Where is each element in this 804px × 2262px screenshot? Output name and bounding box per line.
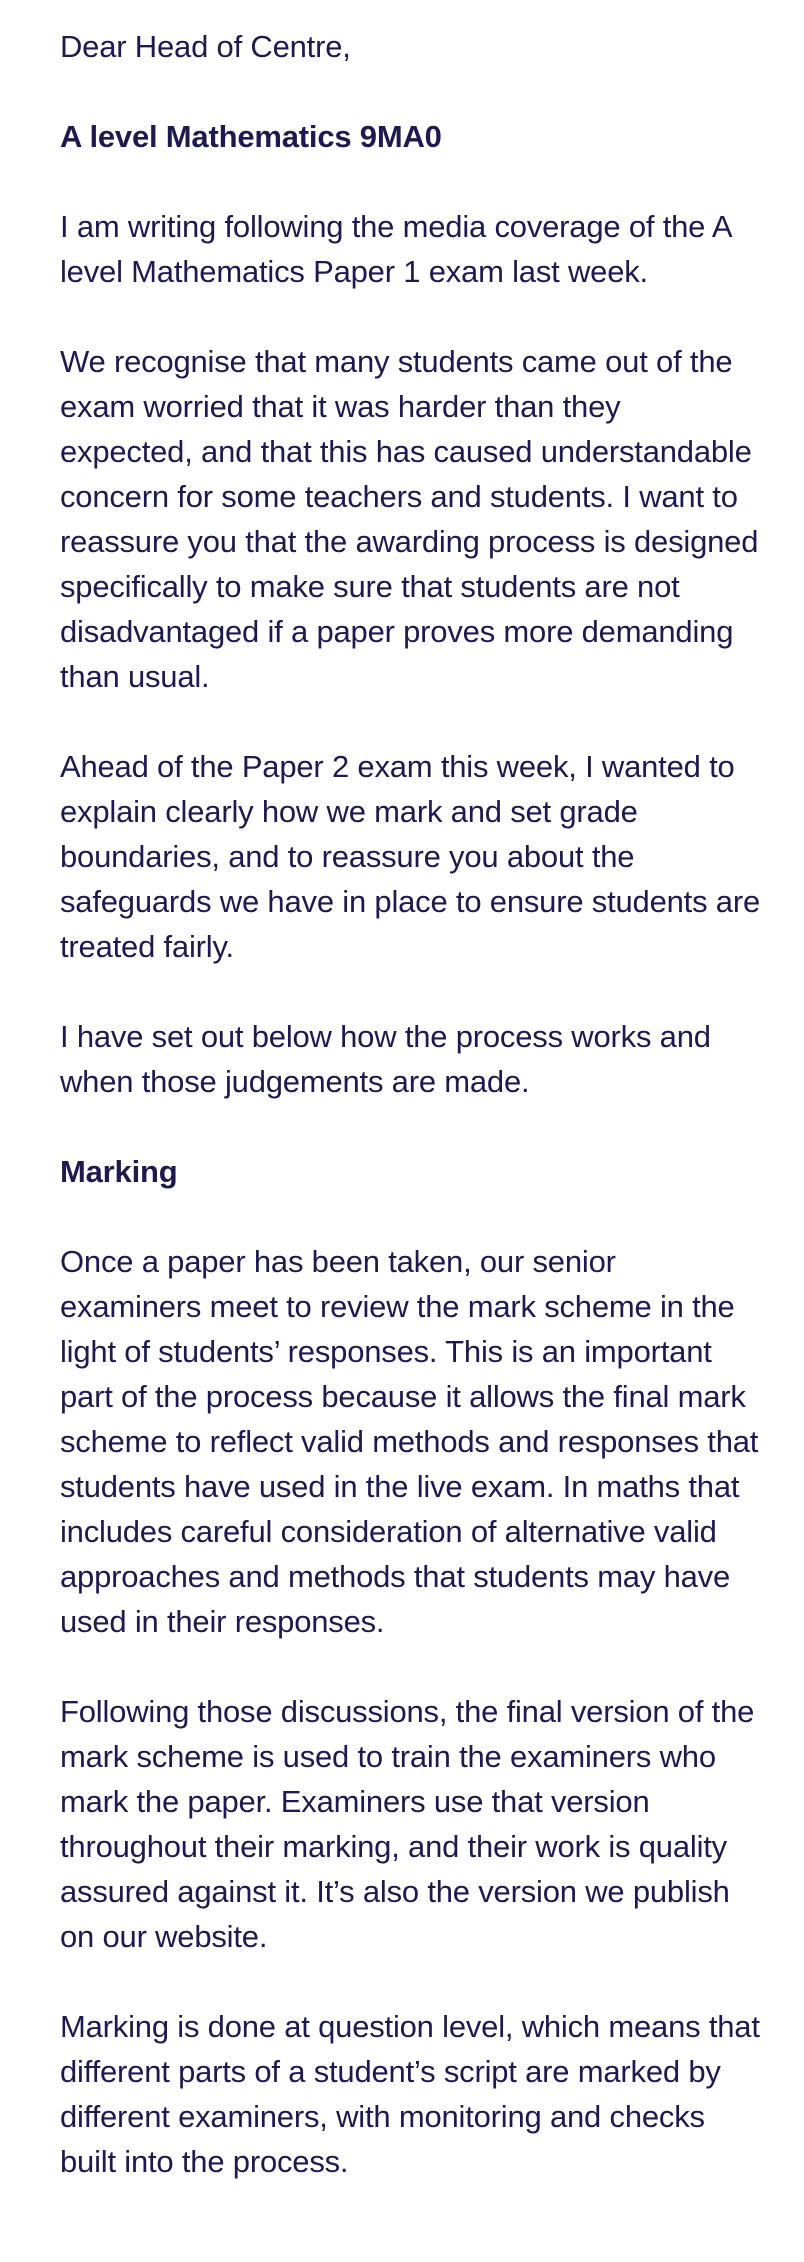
paragraph-paper2: Ahead of the Paper 2 exam this week, I wanted to explain clearly how we mark and set grade boundaries, and to reassure you about the safeguards we have in place to ensure students are treated fairly. (60, 749, 761, 964)
paragraph-question-level: Marking is done at question level, which means that different parts of a student’s script are marked by different examiners, with monitoring and checks built into the process. (60, 2009, 760, 2179)
paragraph-mark-scheme-review: Once a paper has been taken, our senior examiners meet to review the mark scheme in the light of students’ responses. This is an important part of the process because it allows the final mark scheme to reflect valid methods and responses that students have used in the live exam. In maths that includes careful consideration of alternative valid approaches and methods that students may have used in their responses. (60, 1244, 759, 1639)
paragraph-intro: I am writing following the media coverage of the A level Mathematics Paper 1 exam last week. (60, 209, 731, 289)
subject-heading: A level Mathematics 9MA0 (60, 119, 442, 154)
paragraph-concern: We recognise that many students came out of the exam worried that it was harder than they expected, and that this has caused understandable concern for some teachers and students. I want to reassure you that the awarding process is designed specifically to make sure that students are not disadvantaged if a paper proves more demanding than usual. (60, 344, 759, 694)
paragraph-examiner-training: Following those discussions, the final version of the mark scheme is used to train the examiners who mark the paper. Examiners use that version throughout their marking, and their work is quality assured against it. It’s also the version we publish on our website. (60, 1694, 755, 1954)
salutation: Dear Head of Centre, (60, 29, 351, 64)
section-heading-marking: Marking (60, 1154, 178, 1189)
paragraph-process: I have set out below how the process works and when those judgements are made. (60, 1019, 711, 1099)
letter-body (60, 24, 760, 2184)
